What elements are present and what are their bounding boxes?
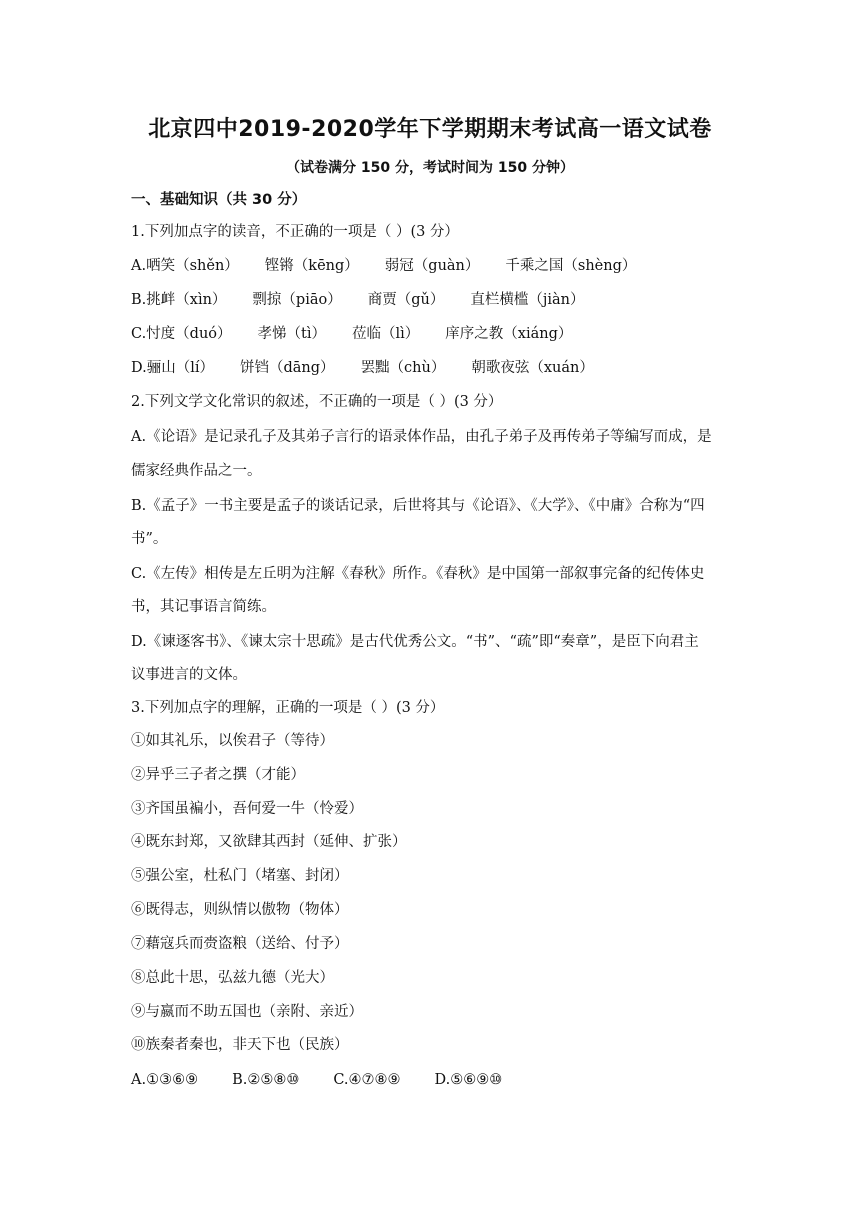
option-term: 朝歌夜弦（xuán） [471, 360, 594, 376]
option-term: 饼铛（dāng） [240, 360, 335, 376]
option-term: 直栏横槛（jiàn） [470, 292, 585, 308]
question-1-option-a [131, 256, 746, 276]
question-3-item: ⑧总此十思，弘兹九德（光大） [131, 970, 334, 986]
option-term: D.骊山（lí） [131, 360, 214, 376]
question-2-stem: 2.下列文学文化常识的叙述，不正确的一项是（ ）(3 分） [131, 394, 503, 410]
question-1-option-d [131, 358, 746, 378]
question-2-option-b-line-2: 书”。 [131, 531, 168, 547]
question-1-option-c [131, 324, 746, 344]
question-2-option-c-line-1: C.《左传》相传是左丘明为注解《春秋》所作。《春秋》是中国第一部叙事完备的纪传体史 [131, 566, 705, 582]
question-3-item: ⑥既得志，则纵情以傲物（物体） [131, 902, 349, 918]
question-3-answers [131, 1070, 746, 1090]
section-heading: 一、基础知识（共 30 分） [131, 192, 307, 208]
question-2-option-a-line-1: A.《论语》是记录孔子及其弟子言行的语录体作品，由孔子弟子及再传弟子等编写而成，是 [131, 429, 712, 445]
option-term: B.挑衅（xìn） [131, 292, 227, 308]
question-2-option-d-line-2: 议事进言的文体。 [131, 667, 247, 683]
option-term: 孝悌（tì） [257, 326, 327, 342]
exam-instructions: （试卷满分 150 分，考试时间为 150 分钟） [286, 160, 574, 176]
question-2-option-d-line-1: D.《谏逐客书》、《谏太宗十思疏》是古代优秀公文。“书”、“疏”即“奏章”，是臣下向君主 [131, 634, 699, 650]
option-term: 商贾（gǔ） [367, 292, 445, 308]
page-title: 北京四中2019-2020学年下学期期末考试高一语文试卷 [148, 117, 712, 142]
answer-choice: D.⑤⑥⑨⑩ [434, 1072, 503, 1088]
question-2-option-b-line-1: B.《孟子》一书主要是孟子的谈话记录，后世将其与《论语》、《大学》、《中庸》合称为“四 [131, 498, 705, 514]
question-3-item: ①如其礼乐，以俟君子（等待） [131, 733, 334, 749]
option-term: 剽掠（piāo） [252, 292, 342, 308]
question-3-item: ②异乎三子者之撰（才能） [131, 767, 305, 783]
option-term: A.哂笑（shěn） [131, 258, 239, 274]
option-term: 千乘之国（shèng） [505, 258, 637, 274]
question-3-item: ③齐国虽褊小，吾何爱一牛（怜爱） [131, 801, 363, 817]
question-2-option-c-line-2: 书，其记事语言简练。 [131, 599, 276, 615]
option-term: 罢黜（chù） [360, 360, 446, 376]
answer-choice: C.④⑦⑧⑨ [333, 1072, 401, 1088]
answer-choice: A.①③⑥⑨ [131, 1072, 199, 1088]
question-3-stem: 3.下列加点字的理解，正确的一项是（ ）(3 分） [131, 700, 445, 716]
question-1-option-b [131, 290, 746, 310]
question-3-item: ⑨与嬴而不助五国也（亲附、亲近） [131, 1004, 363, 1020]
question-1-stem: 1.下列加点字的读音，不正确的一项是（ ）(3 分） [131, 224, 459, 240]
option-term: 铿锵（kēng） [264, 258, 359, 274]
option-term: 弱冠（guàn） [384, 258, 480, 274]
question-3-item: ⑩族秦者秦也，非天下也（民族） [131, 1037, 349, 1053]
question-3-item: ⑤强公室，杜私门（堵塞、封闭） [131, 868, 349, 884]
option-term: 庠序之教（xiáng） [445, 326, 573, 342]
question-3-item: ⑦藉寇兵而赍盗粮（送给、付予） [131, 936, 349, 952]
option-term: C.忖度（duó） [131, 326, 232, 342]
option-term: 莅临（lì） [352, 326, 420, 342]
answer-choice: B.②⑤⑧⑩ [232, 1072, 300, 1088]
question-2-option-a-line-2: 儒家经典作品之一。 [131, 463, 262, 479]
question-3-item: ④既东封郑，又欲肆其西封（延伸、扩张） [131, 834, 407, 850]
